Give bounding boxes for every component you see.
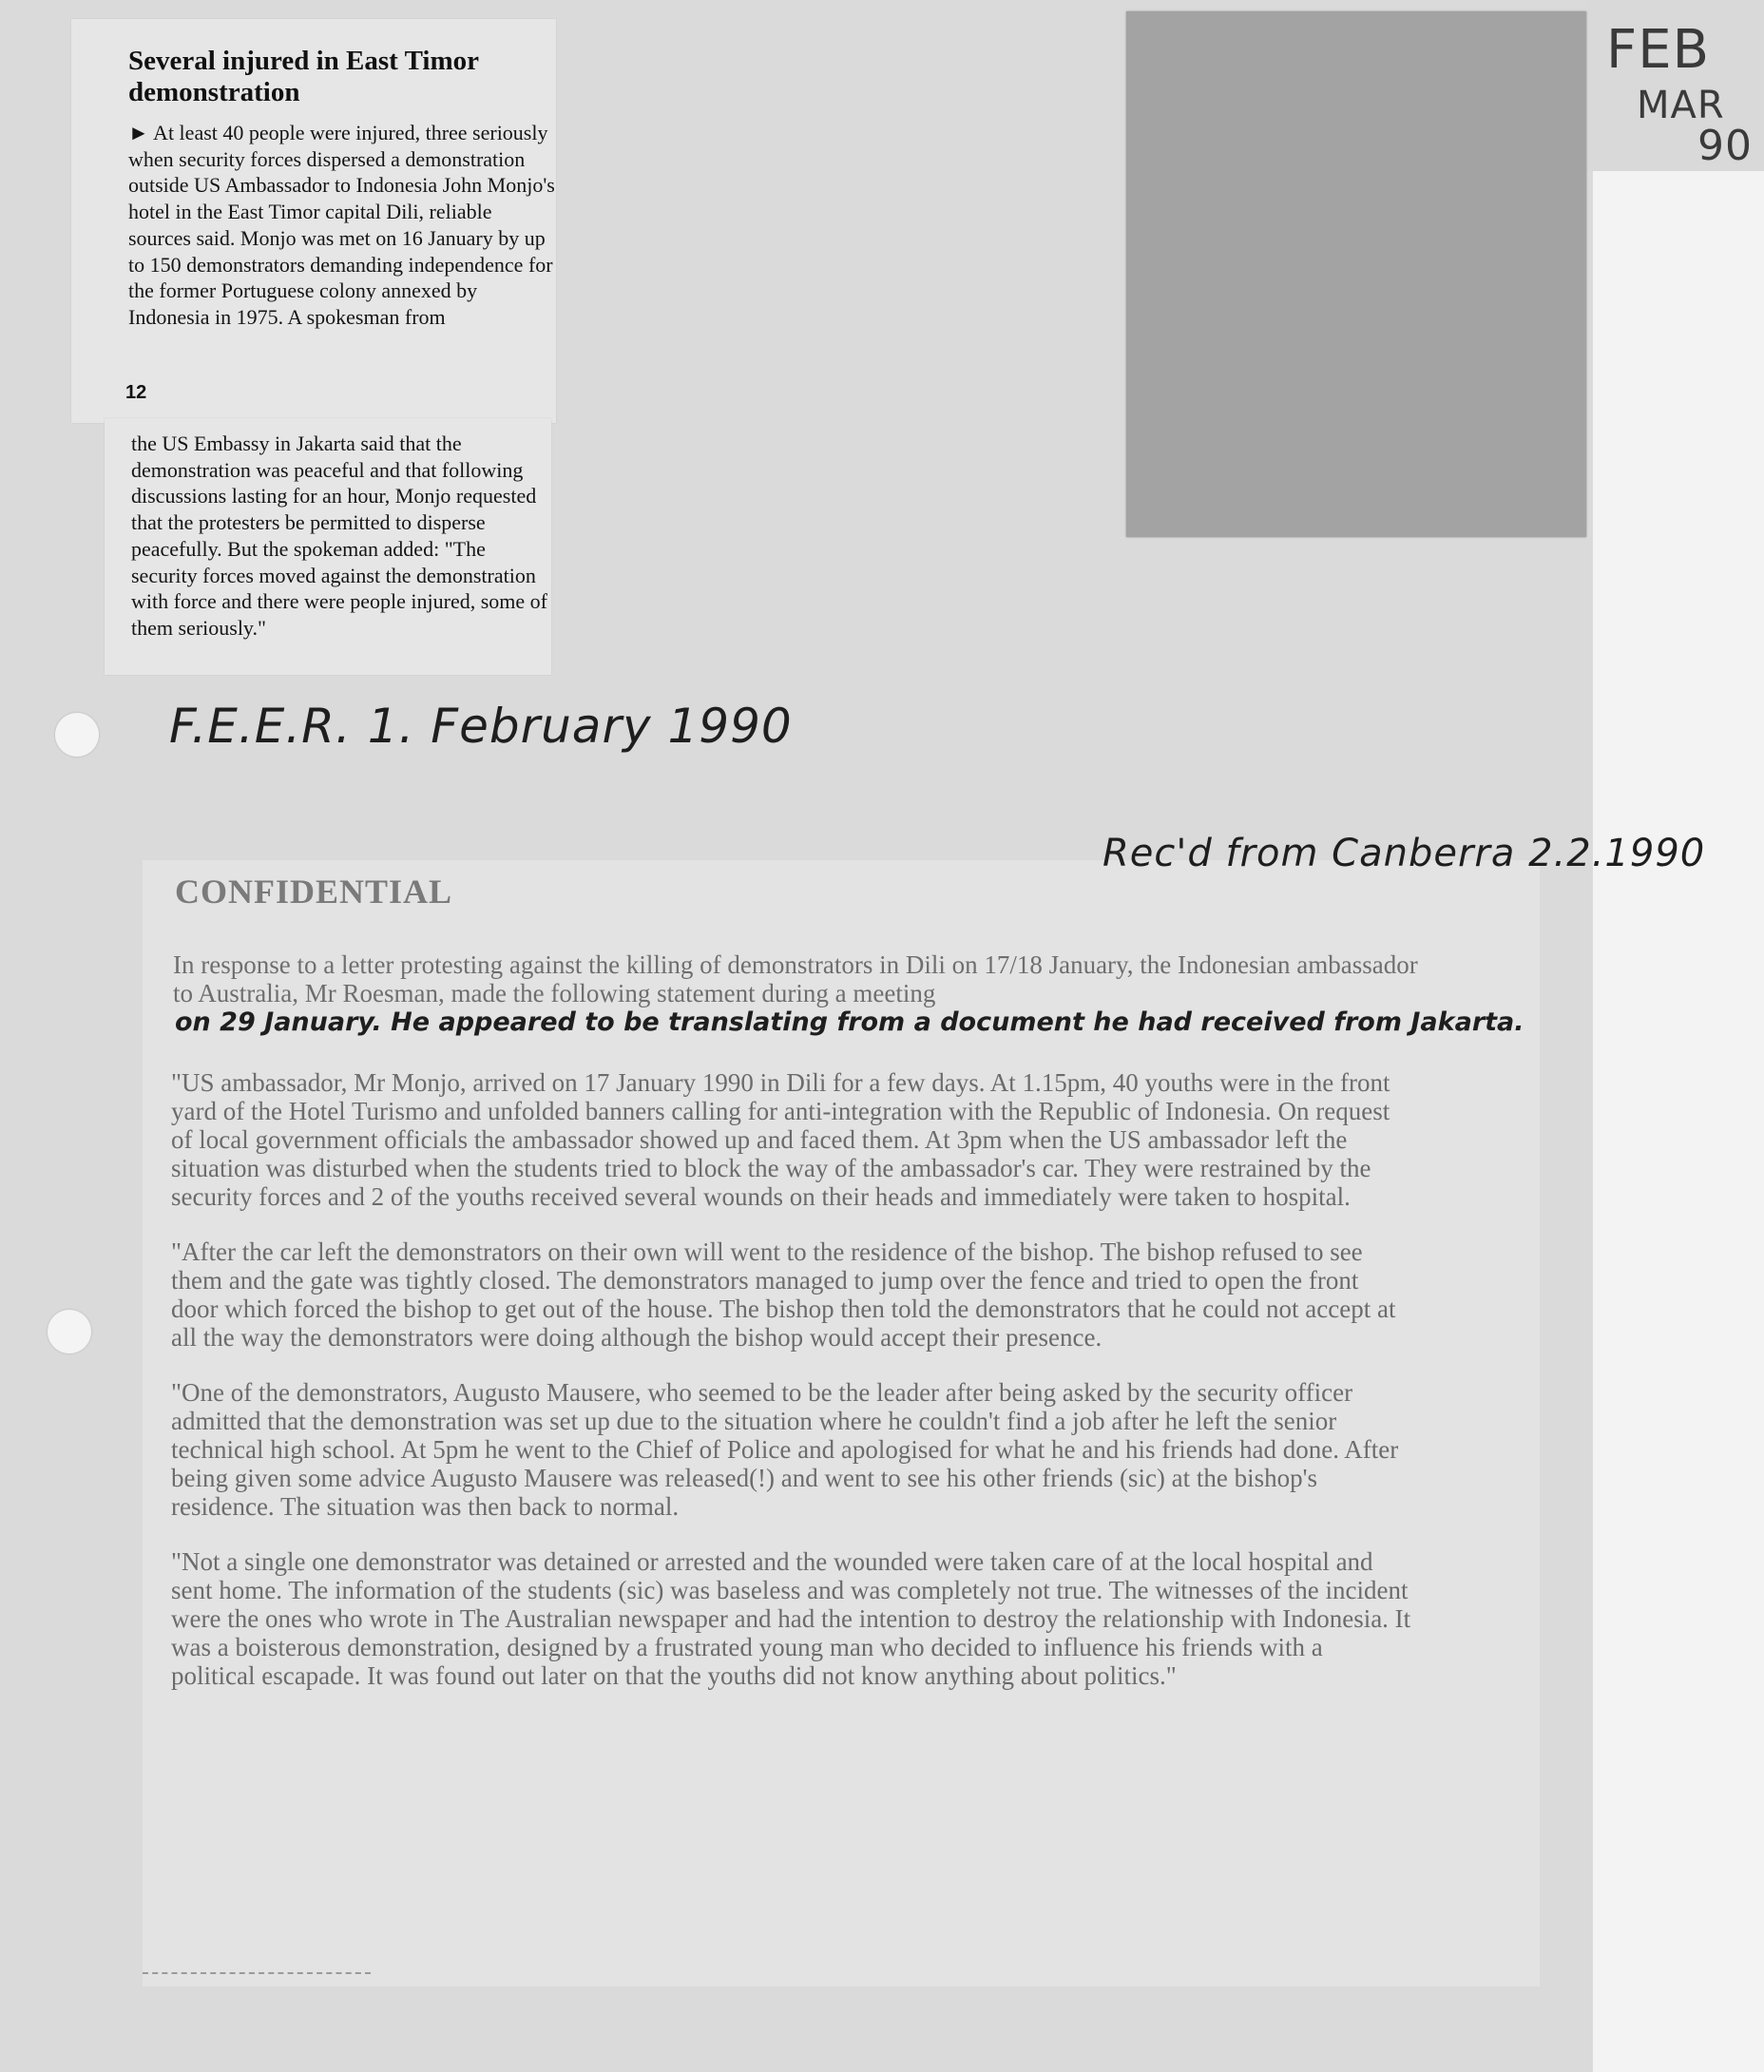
handwritten-source-note: F.E.E.R. 1. February 1990 <box>169 699 793 754</box>
clipping-page-number: 12 <box>125 382 147 403</box>
punch-hole <box>48 1310 91 1353</box>
clipping-body-part2: the US Embassy in Jakarta said that the demonstration was peaceful and that following discussions lasting for an hour, Monjo requested that the protesters be permitted to disperse peacefully. But the spokeman added: "The security forces moved against the demonstration with force and there were people injured, some of them seriously." <box>131 432 547 640</box>
dashed-rule <box>143 1972 371 1974</box>
memo-paragraph: "After the car left the demonstrators on their own will went to the residence of the bishop. The bishop refused to see them and the gate was tightly closed. The demonstrators managed to jump over the fence and tried to open the front door which forced the bishop to get out of the house. The bishop then told the demonstrators that he could not accept at all the way the demonstrators were doing although the bishop would accept their presence. <box>171 1237 1396 1352</box>
clipping-body-part1: ► At least 40 people were injured, three seriously when security forces dispersed a demonstration outside US Ambassador to Indonesia John Monjo's hotel in the East Timor capital Dili, reliable sources said. Monjo was met on 16 January by up to 150 demonstrators demanding independence for the former Portuguese colony annexed by Indonesia in 1975. A spokesman from <box>128 121 555 329</box>
memo-paragraphs <box>171 1068 1411 1717</box>
memo-intro: In response to a letter protesting against the killing of demonstrators in Dili on 17/18 January, the Indonesian ambassador to Australia, Mr Roesman, made the following statement during a meeting <box>173 950 1418 1007</box>
handwritten-year: 90 <box>1697 122 1753 170</box>
memo-paragraph: "US ambassador, Mr Monjo, arrived on 17 January 1990 in Dili for a few days. At 1.15pm, 40 youths were in the front yard of the Hotel Turismo and unfolded banners calling for anti-integration with the Republic of Indonesia. On request of local government officials the ambassador showed up and faced them. At 3pm when the US ambassador left the situation was disturbed when the students tried to block the way of the ambassador's car. They were restrained by the security forces and 2 of the youths received several wounds on their heads and immediately were taken to hospital. <box>171 1068 1390 1211</box>
memo-paragraph: "Not a single one demonstrator was detained or arrested and the wounded were taken care of at the local hospital and sent home. The information of the students (sic) was baseless and was completely not true. The witnesses of the incident were the ones who wrote in The Australian newspaper and had the intention to destroy the relationship with Indonesia. It was a boisterous demonstration, designed by a frustrated young man who decided to influence his friends with a political escapade. It was found out later on that the youths did not know anything about politics." <box>171 1547 1411 1690</box>
memo-paragraph: "One of the demonstrators, Augusto Mausere, who seemed to be the leader after being asked by the security officer admitted that the demonstration was set up due to the situation where he couldn't find a job after he left the senior technical high school. At 5pm he went to the Chief of Police and apologised for what he and his friends had done. After being given some advice Augusto Mausere was released(!) and went to see his other friends (sic) at the bishop's residence. The situation was then back to normal. <box>171 1378 1399 1521</box>
handwritten-annotation: on 29 January. He appeared to be translating from a document he had received from Jakarta. <box>175 1007 1524 1037</box>
grey-tab-block <box>1126 11 1586 537</box>
handwritten-received-note: Rec'd from Canberra 2.2.1990 <box>1102 832 1706 875</box>
handwritten-month-feb: FEB <box>1606 19 1711 81</box>
handwritten-month-mar: MAR <box>1637 84 1725 127</box>
punch-hole <box>55 713 99 757</box>
confidential-label: CONFIDENTIAL <box>175 873 453 911</box>
clipping-headline: Several injured in East Timor demonstration <box>128 46 479 107</box>
page-edge-strip <box>1593 171 1764 2072</box>
